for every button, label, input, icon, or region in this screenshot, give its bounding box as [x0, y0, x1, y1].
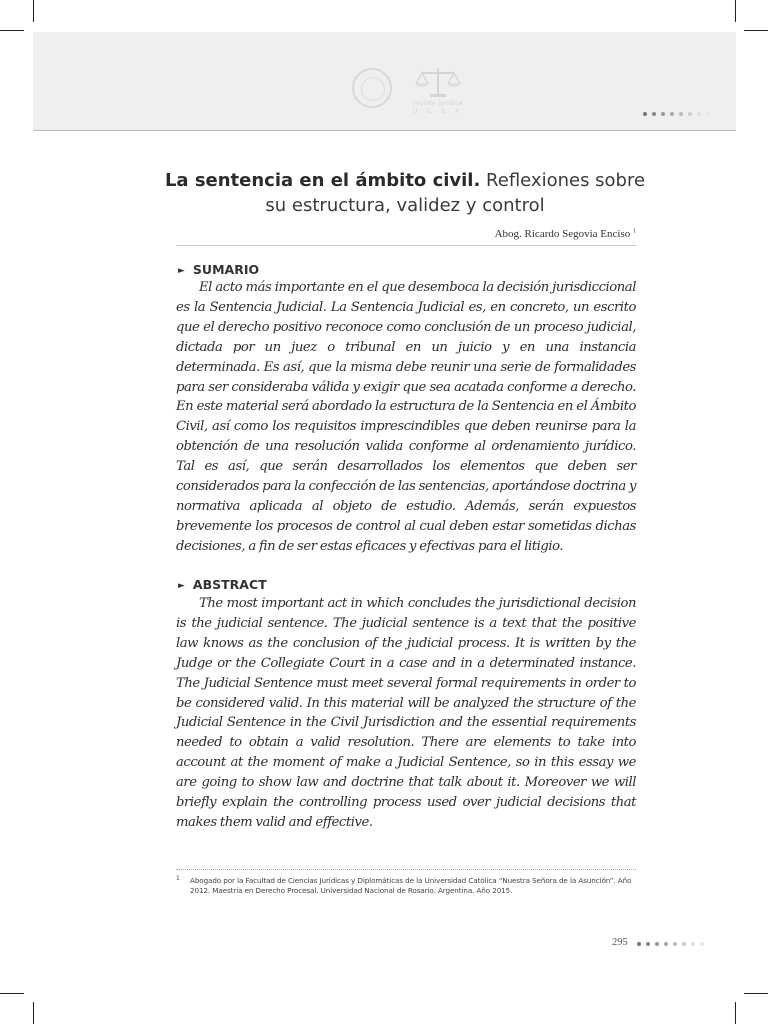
footnote-divider: [176, 869, 636, 870]
sumario-heading: [178, 262, 259, 277]
author-name: Abog. Ricardo Segovia Enciso: [494, 228, 631, 240]
ornament-dot: [661, 112, 665, 116]
crop-mark: [33, 0, 34, 22]
journal-logo-text: revista jurídica U C S A: [412, 100, 464, 115]
university-seal-icon: [352, 68, 392, 108]
footnote-text: Abogado por la Facultad de Ciencias Jurídicas y Diplomáticas de la Universidad Católica “Nuestra Señora de la Asunción”. Año 2012. Maestría en Derecho Procesal. Universidad Nacional de Rosario. Argentina. Año 2015.: [190, 876, 632, 895]
ornament-dot: [637, 942, 641, 946]
article-title-bold: La sentencia en el ámbito civil.: [164, 170, 481, 191]
ornament-dot: [643, 112, 647, 116]
bullet-arrow-icon: ►: [178, 581, 185, 591]
ornament-dot: [646, 942, 650, 946]
page-number: 295: [612, 937, 628, 948]
author-footnote-marker: 1: [633, 228, 636, 235]
footnote-number: 1: [176, 875, 180, 882]
crop-mark: [33, 1002, 34, 1024]
ornament-dot: [679, 112, 683, 116]
ornament-dot: [682, 942, 686, 946]
crop-mark: [735, 1002, 736, 1024]
title-divider: [176, 245, 636, 246]
ornament-dot: [655, 942, 659, 946]
ornament-dot: [670, 112, 674, 116]
footer-dot-ornament: [637, 942, 704, 946]
sumario-paragraph: El acto más importante en el que desemboca la decisión jurisdiccional es la Sentencia Judicial. La Sentencia Judicial es, en concreto, un escrito que el derecho positivo reconoce como conclusión de un proceso judicial, dictada por un juez o tribunal en un juicio y en una instancia determinada. Es así, que la misma debe reunir una serie de formalidades para ser consideraba válida y exigir que sea acatada conforme a derecho. En este material será abordado la estructura de la Sentencia en el Ámbito Civil, así como los requisitos imprescindibles que deben reunirse para la obtención de una resolución valida conforme al ordenamiento jurídico. Tal es así, que serán desarrollados los elementos que deben ser considerados para la confección de las sentencias, aportándose doctrina y normativa aplicada al objeto de estudio. Además, serán expuestos brevemente los procesos de control al cual deben estar sometidas dichas decisiones, a fin de ser estas eficaces y efectivas para el litigio.: [176, 280, 636, 554]
abstract-heading-label: ABSTRACT: [192, 577, 267, 592]
article-title: [160, 168, 650, 218]
ornament-dot: [691, 942, 695, 946]
ornament-dot: [700, 942, 704, 946]
header-dot-ornament: [643, 112, 710, 116]
crop-mark: [744, 30, 768, 31]
abstract-paragraph: The most important act in which concludes the jurisdictional decision is the judicial sentence. The judicial sentence is a text that the positive law knows as the conclusion of the judicial process. It is written by the Judge or the Collegiate Court in a case and in a determinated instance. The Judicial Sentence must meet several formal requirements in order to be considered valid. In this material will be analyzed the structure of the Judicial Sentence in the Civil Jurisdiction and the essential requirements needed to obtain a valid resolution. There are elements to take into account at the moment of make a Judicial Sentence, so in this essay we are going to show law and doctrine that talk about it. Moreover we will briefly explain the controlling process used over judicial decisions that makes them valid and effective.: [176, 596, 636, 830]
crop-mark: [0, 30, 24, 31]
ornament-dot: [664, 942, 668, 946]
article-title-rest: Reflexiones sobre su estructura, validez y control: [265, 170, 646, 216]
footnote: [176, 876, 636, 896]
sumario-heading-label: SUMARIO: [192, 262, 260, 277]
article-author: [495, 228, 636, 240]
ornament-dot: [673, 942, 677, 946]
crop-mark: [735, 0, 736, 22]
abstract-heading: [178, 577, 267, 592]
bullet-arrow-icon: ►: [178, 266, 185, 276]
ornament-dot: [706, 112, 710, 116]
ornament-dot: [697, 112, 701, 116]
ornament-dot: [652, 112, 656, 116]
ornament-dot: [688, 112, 692, 116]
crop-mark: [0, 993, 24, 994]
crop-mark: [744, 993, 768, 994]
